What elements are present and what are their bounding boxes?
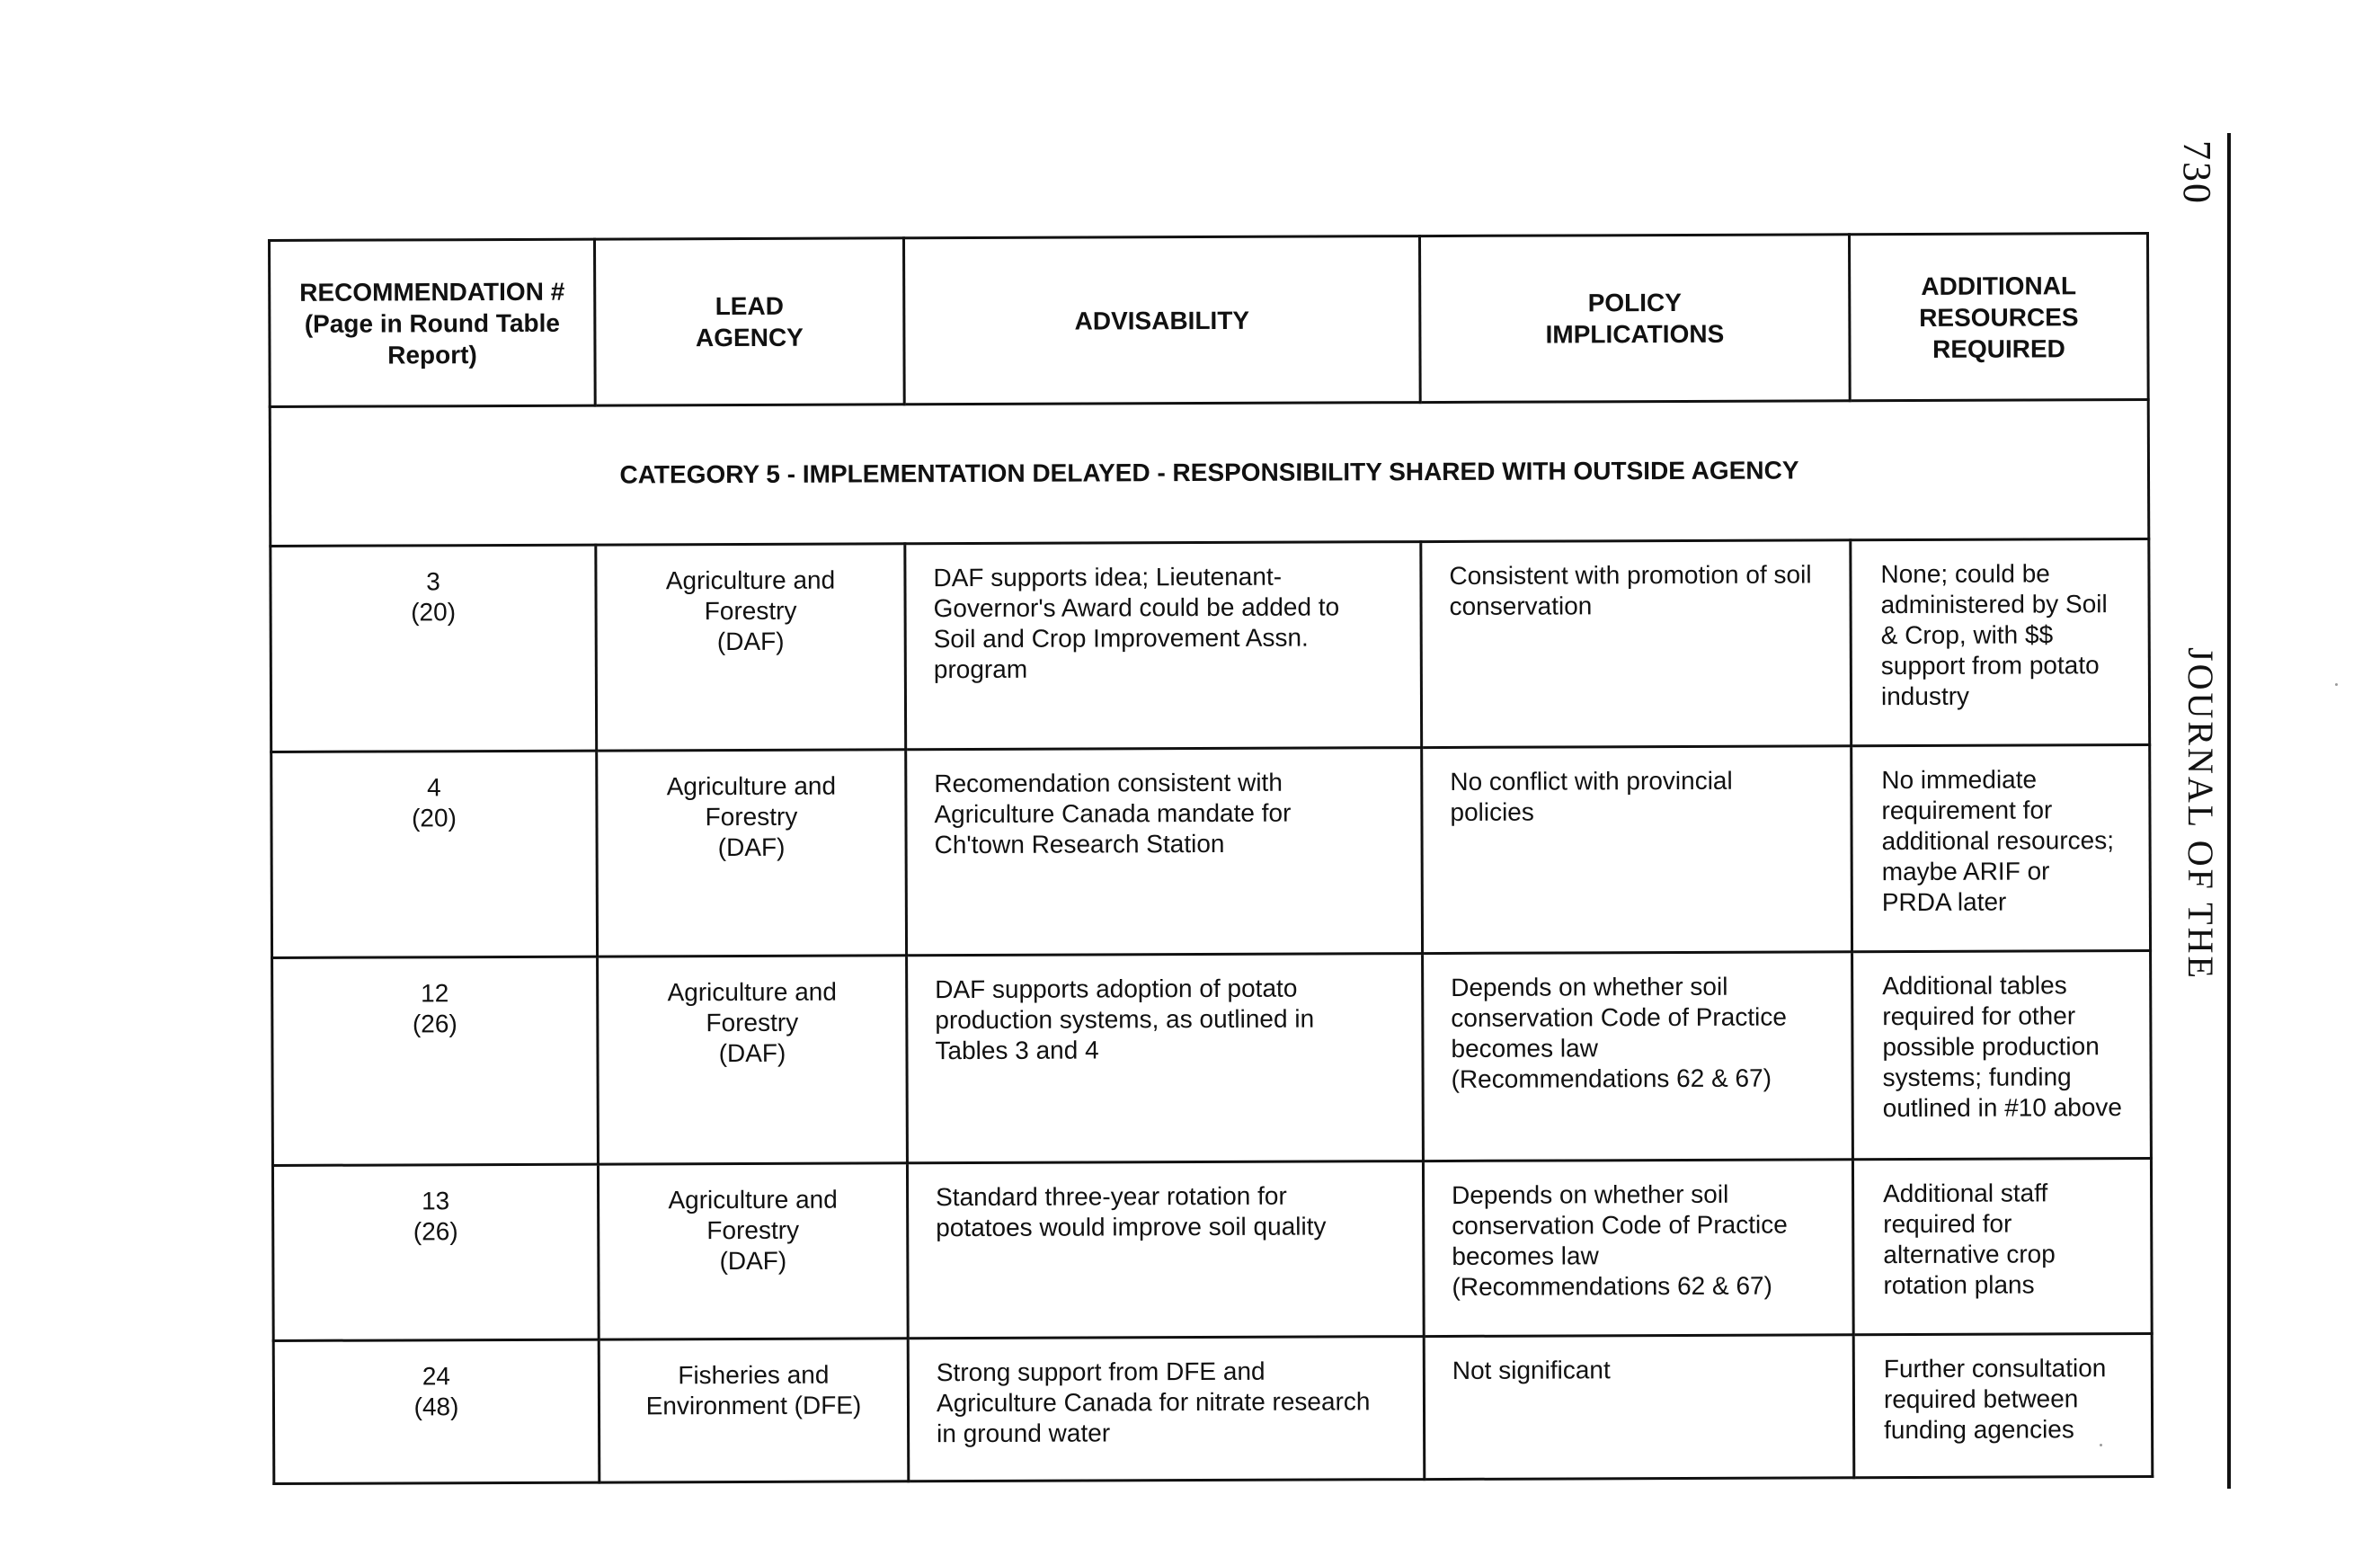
cell-line: additional resources; — [1881, 826, 2115, 856]
header-line: RECOMMENDATION # — [299, 277, 565, 307]
category-row — [270, 399, 2149, 546]
cell-line: Recomendation consistent with — [934, 768, 1283, 798]
cell-line: (20) — [411, 598, 457, 627]
cell-recommendation — [272, 956, 599, 1165]
cell-line: outlined in #10 above — [1882, 1093, 2123, 1123]
cell-line: required for — [1883, 1209, 2012, 1239]
header-line: ADDITIONAL — [1921, 271, 2077, 300]
header-advisability — [904, 236, 1421, 405]
cell-line: Agriculture Canada mandate for — [934, 798, 1292, 829]
cell-line: required for other — [1882, 1001, 2076, 1031]
cell-line: 3 — [426, 567, 440, 596]
cell-advisability — [908, 1337, 1425, 1481]
cell-resources — [1853, 1333, 2153, 1477]
cell-line: Forestry — [706, 1008, 799, 1037]
cell-policy — [1424, 1335, 1854, 1480]
cell-recommendation — [271, 751, 598, 957]
cell-resources — [1851, 538, 2150, 745]
cell-line: conservation — [1449, 592, 1593, 620]
cell-line: (DAF) — [717, 832, 786, 862]
cell-policy — [1422, 746, 1852, 954]
page-edge-rule — [2227, 133, 2231, 1489]
cell-line: alternative crop — [1883, 1240, 2056, 1269]
cell-recommendation — [271, 545, 597, 752]
cell-resources — [1852, 1158, 2152, 1334]
header-recommendation — [270, 239, 596, 406]
cell-line: Depends on whether soil — [1451, 972, 1728, 1001]
cell-line: Strong support from DFE and — [936, 1357, 1265, 1387]
header-line: REQUIRED — [1932, 334, 2065, 363]
cell-recommendation — [273, 1339, 599, 1483]
cell-advisability — [907, 954, 1424, 1163]
cell-line: (DAF) — [716, 627, 785, 656]
cell-lead-agency — [598, 956, 908, 1164]
cell-line: Additional staff — [1883, 1179, 2048, 1208]
cell-line: None; could be — [1880, 559, 2050, 589]
header-line: (Page in Round Table — [304, 308, 560, 338]
cell-lead-agency — [599, 1339, 909, 1482]
header-line: LEAD — [715, 291, 784, 321]
cell-line: becomes law — [1452, 1241, 1599, 1270]
cell-line: Agriculture and — [666, 771, 837, 801]
cell-line: (DAF) — [719, 1246, 787, 1276]
cell-line: Additional tables — [1882, 971, 2067, 1001]
cell-policy — [1421, 540, 1852, 748]
cell-line: conservation Code of Practice — [1452, 1210, 1788, 1240]
cell-line: industry — [1880, 681, 1970, 711]
table-row — [273, 1333, 2153, 1483]
cell-line: Further consultation — [1883, 1354, 2107, 1384]
cell-lead-agency — [596, 544, 906, 751]
cell-line: (DAF) — [718, 1038, 786, 1068]
cell-line: requirement for — [1881, 796, 2053, 825]
cell-line: Consistent with promotion of soil — [1449, 560, 1812, 590]
cell-line: Ch'town Research Station — [934, 829, 1225, 859]
cell-line: Forestry — [705, 802, 798, 832]
cell-line: conservation Code of Practice — [1451, 1002, 1787, 1032]
cell-resources — [1852, 744, 2151, 951]
cell-lead-agency — [598, 1163, 908, 1339]
cell-line: maybe ARIF or — [1881, 857, 2050, 886]
recommendations-table — [268, 232, 2154, 1485]
cell-line: 4 — [426, 773, 441, 802]
cell-line: Depends on whether soil — [1452, 1179, 1729, 1209]
cell-line: Agriculture and — [665, 565, 836, 595]
cell-line: program — [933, 654, 1028, 684]
cell-line: (26) — [412, 1010, 457, 1038]
table-row — [272, 950, 2152, 1165]
cell-line: becomes law — [1451, 1034, 1598, 1063]
cell-advisability — [907, 1161, 1424, 1339]
scan-speck — [2335, 683, 2338, 686]
running-head: JOURNAL OF THE — [2180, 647, 2221, 981]
header-additional-resources — [1849, 233, 2148, 400]
header-row — [270, 233, 2149, 406]
header-line: IMPLICATIONS — [1545, 319, 1725, 349]
cell-line: PRDA later — [1881, 887, 2007, 917]
cell-resources — [1852, 950, 2152, 1159]
cell-line: (Recommendations 62 & 67) — [1451, 1063, 1772, 1093]
cell-line: (20) — [412, 804, 457, 832]
cell-line: (48) — [413, 1392, 459, 1421]
cell-line: No immediate — [1881, 765, 2038, 795]
cell-line: DAF supports idea; Lieutenant- — [933, 562, 1283, 592]
cell-advisability — [906, 748, 1423, 956]
header-line: AGENCY — [695, 323, 804, 352]
cell-line: (26) — [413, 1217, 458, 1246]
cell-line: funding agencies — [1884, 1415, 2074, 1445]
cell-line: policies — [1450, 797, 1534, 826]
cell-line: production systems, as outlined in — [935, 1004, 1315, 1035]
header-line: ADVISABILITY — [1074, 306, 1250, 335]
header-line: POLICY — [1587, 288, 1682, 317]
cell-line: support from potato — [1880, 651, 2100, 681]
cell-line: Agriculture and — [668, 1185, 838, 1214]
cell-line: Soil and Crop Improvement Assn. — [933, 623, 1309, 654]
header-policy-implications — [1419, 235, 1850, 403]
category-label: CATEGORY 5 - IMPLEMENTATION DELAYED - RESPONSIBILITY SHARED WITH OUTSIDE AGENCY — [270, 399, 2149, 546]
cell-line: (Recommendations 62 & 67) — [1452, 1271, 1772, 1301]
header-lead-agency — [595, 238, 905, 405]
cell-line: systems; funding — [1882, 1063, 2072, 1092]
header-line: RESOURCES — [1919, 302, 2079, 332]
cell-line: Tables 3 and 4 — [935, 1036, 1099, 1065]
cell-policy — [1423, 952, 1853, 1161]
cell-line: 24 — [422, 1362, 450, 1391]
cell-line: Not significant — [1452, 1356, 1611, 1384]
header-line: Report) — [387, 340, 477, 369]
table-row — [272, 1158, 2152, 1340]
cell-line: potatoes would improve soil quality — [936, 1212, 1327, 1242]
cell-line: Forestry — [704, 596, 797, 626]
cell-line: in ground water — [937, 1419, 1111, 1448]
cell-line: required between — [1883, 1384, 2079, 1414]
page-number: 730 — [2175, 140, 2219, 205]
cell-lead-agency — [597, 750, 907, 956]
cell-line: DAF supports adoption of potato — [935, 974, 1298, 1004]
scan-speck — [2100, 1444, 2102, 1446]
cell-advisability — [905, 542, 1422, 750]
cell-line: Agriculture and — [667, 977, 837, 1007]
cell-line: possible production — [1882, 1032, 2100, 1062]
cell-line: Agriculture Canada for nitrate research — [936, 1387, 1371, 1418]
cell-recommendation — [272, 1164, 599, 1340]
cell-policy — [1423, 1160, 1853, 1337]
cell-line: Forestry — [706, 1215, 800, 1245]
cell-line: 13 — [421, 1187, 450, 1215]
cell-line: Standard three-year rotation for — [936, 1181, 1287, 1212]
cell-line: rotation plans — [1883, 1270, 2035, 1300]
table-row — [271, 538, 2150, 752]
cell-line: 12 — [421, 979, 449, 1008]
cell-line: administered by Soil — [1880, 590, 2108, 619]
cell-line: Fisheries and — [678, 1360, 830, 1390]
cell-line: Governor's Award could be added to — [933, 592, 1340, 623]
cell-line: Environment (DFE) — [645, 1391, 862, 1420]
cell-line: & Crop, with $$ — [1880, 620, 2054, 650]
table-row — [271, 744, 2151, 957]
cell-line: No conflict with provincial — [1450, 766, 1733, 796]
